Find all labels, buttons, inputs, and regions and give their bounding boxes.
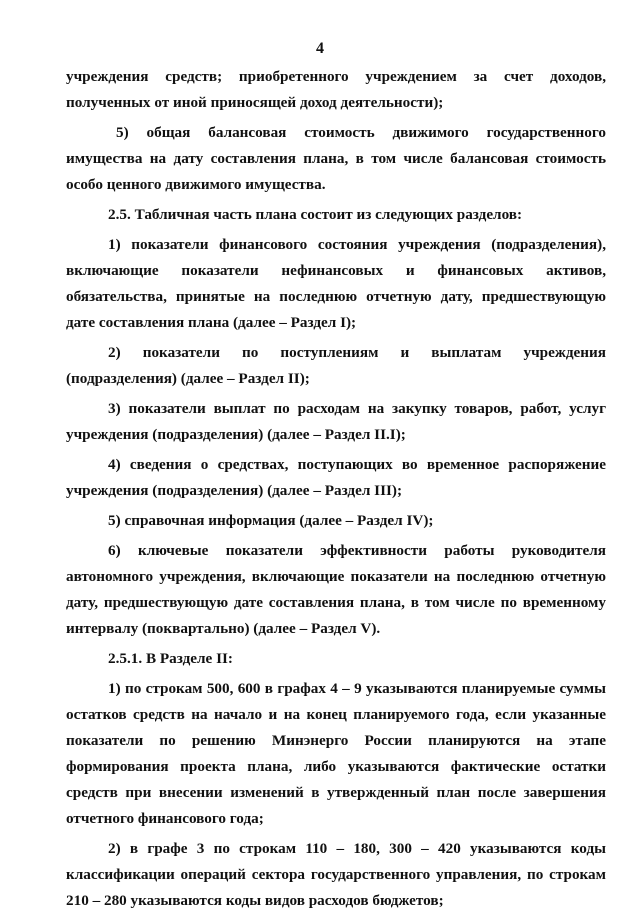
paragraph-section-1: 1) показатели финансового состояния учреждения (подразделения), включающие показатели нефинансовых и финансовых активов, обязательства, принятые на последнюю отчетную дату, предшествующую дате составления плана (далее – Раздел I); xyxy=(66,236,606,331)
paragraph-rule-1: 1) по строкам 500, 600 в графах 4 – 9 указываются планируемые суммы остатков средств на начало и на конец планируемого года, если указанные показатели по решению Минэнерго России планируются на этапе формирования проекта плана, либо указываются фактические остатки средств при внесении изменений в утвержденный план после завершения отчетного финансового года; xyxy=(66,680,606,827)
paragraph-section-2: 2) показатели по поступлениям и выплатам учреждения (подразделения) (далее – Раздел II); xyxy=(66,344,606,387)
paragraph-rule-2: 2) в графе 3 по строкам 110 – 180, 300 – 420 указываются коды классификации операций сектора государственного управления, по строкам 210 – 280 указываются коды видов расходов бюджетов; xyxy=(66,840,606,909)
paragraph-2-5-1: 2.5.1. В Разделе II: xyxy=(108,650,233,667)
paragraph-2-5: 2.5. Табличная часть плана состоит из следующих разделов: xyxy=(108,206,523,223)
paragraph-section-4: 5) справочная информация (далее – Раздел IV); xyxy=(108,512,434,529)
paragraph-section-5: 6) ключевые показатели эффективности работы руководителя автономного учреждения, включающие показатели на последнюю отчетную дату, предшествующую дате составления плана, в том числе по временному интервалу (поквартально) (далее – Раздел V). xyxy=(66,542,606,637)
document-body xyxy=(66,64,606,918)
page-number: 4 xyxy=(316,40,324,57)
paragraph-continuation: учреждения средств; приобретенного учреждением за счет доходов, полученных от иной приносящей доход деятельности); xyxy=(66,68,606,111)
paragraph-item-5: 5) общая балансовая стоимость движимого государственного имущества на дату составления плана, в том числе балансовая стоимость особо ценного движимого имущества. xyxy=(66,124,606,193)
paragraph-section-3: 4) сведения о средствах, поступающих во временное распоряжение учреждения (подразделения) (далее – Раздел III); xyxy=(66,456,606,499)
paragraph-section-2-1: 3) показатели выплат по расходам на закупку товаров, работ, услуг учреждения (подразделения) (далее – Раздел II.I); xyxy=(66,400,606,443)
